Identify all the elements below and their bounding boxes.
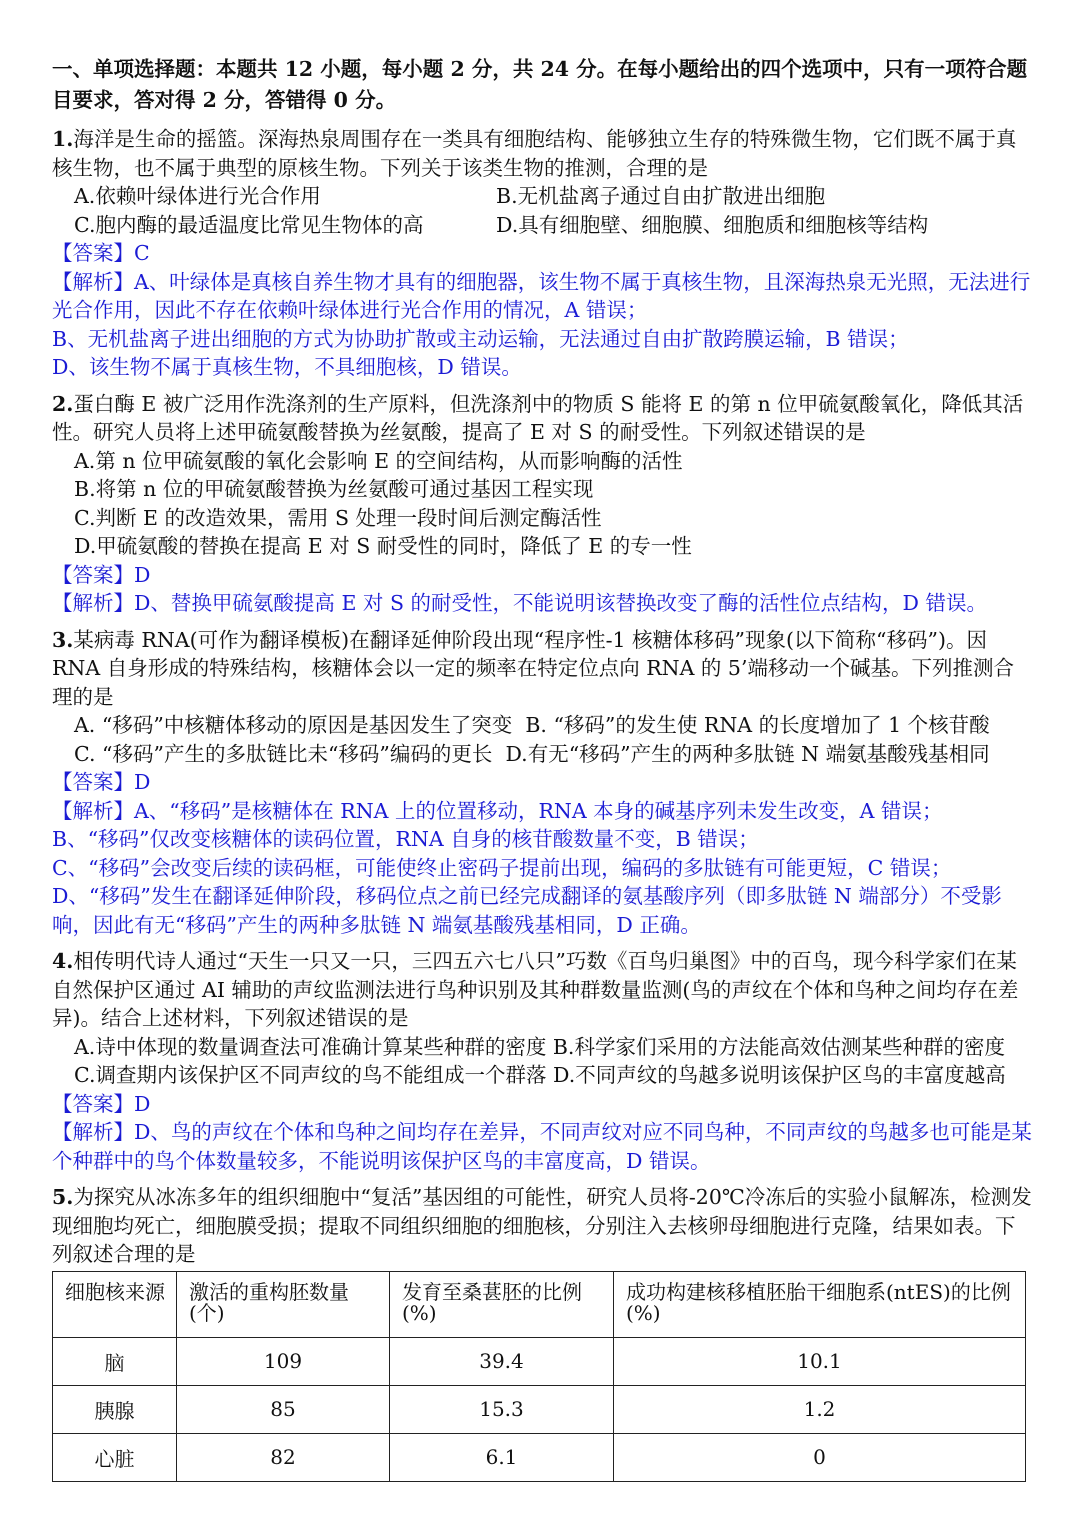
table-cell: 胰腺 <box>53 1385 177 1433</box>
table-cell: 0 <box>614 1433 1026 1481</box>
option-d: D.不同声纹的鸟越多说明该保护区鸟的丰富度越高 <box>553 1063 1006 1087</box>
question-stem <box>52 947 1032 1033</box>
explanation-line: C、“移码”会改变后续的读码框，可能使终止密码子提前出现，编码的多肽链有可能更短，C 错误； <box>52 855 952 880</box>
exam-page <box>52 54 1032 1490</box>
results-table <box>52 1271 1026 1482</box>
option-a: A.诗中体现的数量调查法可准确计算某些种群的密度 <box>74 1034 547 1059</box>
option-b: B. “移码”的发生使 RNA 的长度增加了 1 个核苷酸 <box>525 713 990 737</box>
question-3 <box>52 626 1032 940</box>
explanation-line: D、该生物不属于真核生物，不具细胞核，D 错误。 <box>52 355 522 379</box>
options-row <box>52 711 1032 740</box>
question-4 <box>52 947 1032 1175</box>
options-row <box>52 211 1032 240</box>
question-stem <box>52 626 1032 712</box>
option-a: A. “移码”中核糖体移动的原因是基因发生了突变 <box>74 713 513 737</box>
table-cell: 1.2 <box>614 1385 1026 1433</box>
table-header-row <box>53 1271 1026 1337</box>
option-c: C. “移码”产生的多肽链比未“移码”编码的更长 <box>74 741 493 766</box>
option-a: A.第 n 位甲硫氨酸的氧化会影响 E 的空间结构，从而影响酶的活性 <box>74 448 683 473</box>
option-c: C.调查期内该保护区不同声纹的鸟不能组成一个群落 <box>74 1063 547 1087</box>
table-cell: 85 <box>177 1385 390 1433</box>
table-cell: 脑 <box>53 1337 177 1385</box>
table-cell: 39.4 <box>390 1337 614 1385</box>
options-row <box>52 1033 1032 1062</box>
question-text: 某病毒 RNA(可作为翻译模板)在翻译延伸阶段出现“程序性-1 核糖体移码”现象(以下简称“移码”)。因 RNA 自身形成的特殊结构，核糖体会以一定的频率在特定位点向 RNA 的 5’端移动一个碱基。下列推测合理的是 <box>52 627 1014 709</box>
section-heading: 一、单项选择题：本题共 12 小题，每小题 2 分，共 24 分。在每小题给出的四个选项中，只有一项符合题目要求，答对得 2 分，答错得 0 分。 <box>52 57 1028 112</box>
table-row <box>53 1337 1026 1385</box>
table-row <box>53 1385 1026 1433</box>
answer-line: 【答案】D <box>52 562 151 587</box>
option-b: B.无机盐离子通过自由扩散进出细胞 <box>496 184 826 208</box>
explanation-line: B、无机盐离子进出细胞的方式为协助扩散或主动运输，无法通过自由扩散跨膜运输，B 错误； <box>52 326 909 351</box>
table-header-cell: 激活的重构胚数量(个) <box>177 1271 390 1337</box>
question-text: 蛋白酶 E 被广泛用作洗涤剂的生产原料，但洗涤剂中的物质 S 能将 E 的第 n 位甲硫氨酸氧化，降低其活性。研究人员将上述甲硫氨酸替换为丝氨酸，提高了 E 对 S 的耐受性。下列叙述错误的是 <box>52 391 1024 444</box>
table-row <box>53 1433 1026 1481</box>
question-number: 4. <box>52 949 74 973</box>
explanation-line: D、“移码”发生在翻译延伸阶段，移码位点之前已经完成翻译的氨基酸序列（即多肽链 N 端部分）不受影响，因此有无“移码”产生的两种多肽链 N 端氨基酸残基相同，D 正确。 <box>52 884 1002 937</box>
question-text: 海洋是生命的摇篮。深海热泉周围存在一类具有细胞结构、能够独立生存的特殊微生物，它们既不属于真核生物，也不属于典型的原核生物。下列关于该类生物的推测，合理的是 <box>52 127 1017 180</box>
question-number: 3. <box>52 627 74 652</box>
question-stem <box>52 390 1032 447</box>
table-cell: 109 <box>177 1337 390 1385</box>
answer-line: 【答案】C <box>52 241 150 265</box>
table-cell: 15.3 <box>390 1385 614 1433</box>
question-number: 1. <box>52 127 74 151</box>
question-number: 5. <box>52 1185 74 1209</box>
table-cell: 10.1 <box>614 1337 1026 1385</box>
option-b: B.将第 n 位的甲硫氨酸替换为丝氨酸可通过基因工程实现 <box>74 477 594 501</box>
answer-line: 【答案】D <box>52 1091 151 1116</box>
explanation-line: 【解析】A、“移码”是核糖体在 RNA 上的位置移动，RNA 本身的碱基序列未发生改变，A 错误； <box>52 798 943 823</box>
question-number: 2. <box>52 391 74 416</box>
explanation-line: 【解析】D、鸟的声纹在个体和鸟种之间均存在差异，不同声纹对应不同鸟种，不同声纹的鸟越多也可能是某个种群中的鸟个体数量较多，不能说明该保护区鸟的丰富度高，D 错误。 <box>52 1120 1032 1173</box>
explanation-line: B、“移码”仅改变核糖体的读码位置，RNA 自身的核苷酸数量不变，B 错误； <box>52 827 759 851</box>
option-c: C.判断 E 的改造效果，需用 S 处理一段时间后测定酶活性 <box>74 505 602 530</box>
table-header-cell: 成功构建核移植胚胎干细胞系(ntES)的比例(%) <box>614 1271 1026 1337</box>
explanation-line: 【解析】D、替换甲硫氨酸提高 E 对 S 的耐受性，不能说明该替换改变了酶的活性位点结构，D 错误。 <box>52 591 987 615</box>
option-d: D.甲硫氨酸的替换在提高 E 对 S 耐受性的同时，降低了 E 的专一性 <box>74 534 692 558</box>
question-2 <box>52 390 1032 618</box>
question-stem <box>52 1183 1032 1269</box>
options-row <box>52 182 1032 211</box>
option-a: A.依赖叶绿体进行光合作用 <box>74 184 321 208</box>
option-c: C.胞内酶的最适温度比常见生物体的高 <box>74 212 424 237</box>
options-row <box>52 740 1032 769</box>
option-b: B.科学家们采用的方法能高效估测某些种群的密度 <box>552 1034 1005 1059</box>
question-1 <box>52 125 1032 382</box>
option-d: D.有无“移码”产生的两种多肽链 N 端氨基酸残基相同 <box>505 741 990 766</box>
question-text: 相传明代诗人通过“天生一只又一只，三四五六七八只”巧数《百鸟归巢图》中的百鸟，现今科学家们在某自然保护区通过 AI 辅助的声纹监测法进行鸟种识别及其种群数量监测(鸟的声纹在个体和鸟种之间均存在差异)。结合上述材料，下列叙述错误的是 <box>52 949 1019 1030</box>
explanation-line: 【解析】A、叶绿体是真核自养生物才具有的细胞器，该生物不属于真核生物，且深海热泉无光照，无法进行光合作用，因此不存在依赖叶绿体进行光合作用的情况，A 错误； <box>52 269 1031 322</box>
table-header-cell: 发育至桑葚胚的比例(%) <box>390 1271 614 1337</box>
question-5 <box>52 1183 1032 1482</box>
question-stem <box>52 125 1032 182</box>
options-row <box>52 1061 1032 1090</box>
table-cell: 82 <box>177 1433 390 1481</box>
table-cell: 6.1 <box>390 1433 614 1481</box>
question-text: 为探究从冰冻多年的组织细胞中“复活”基因组的可能性，研究人员将-20℃冷冻后的实验小鼠解冻，检测发现细胞均死亡，细胞膜受损；提取不同组织细胞的细胞核，分别注入去核卵母细胞进行克隆，结果如表。下列叙述合理的是 <box>52 1185 1032 1266</box>
answer-line: 【答案】D <box>52 770 151 794</box>
table-header-cell: 细胞核来源 <box>53 1271 177 1337</box>
option-d: D.具有细胞壁、细胞膜、细胞质和细胞核等结构 <box>496 212 929 237</box>
table-cell: 心脏 <box>53 1433 177 1481</box>
